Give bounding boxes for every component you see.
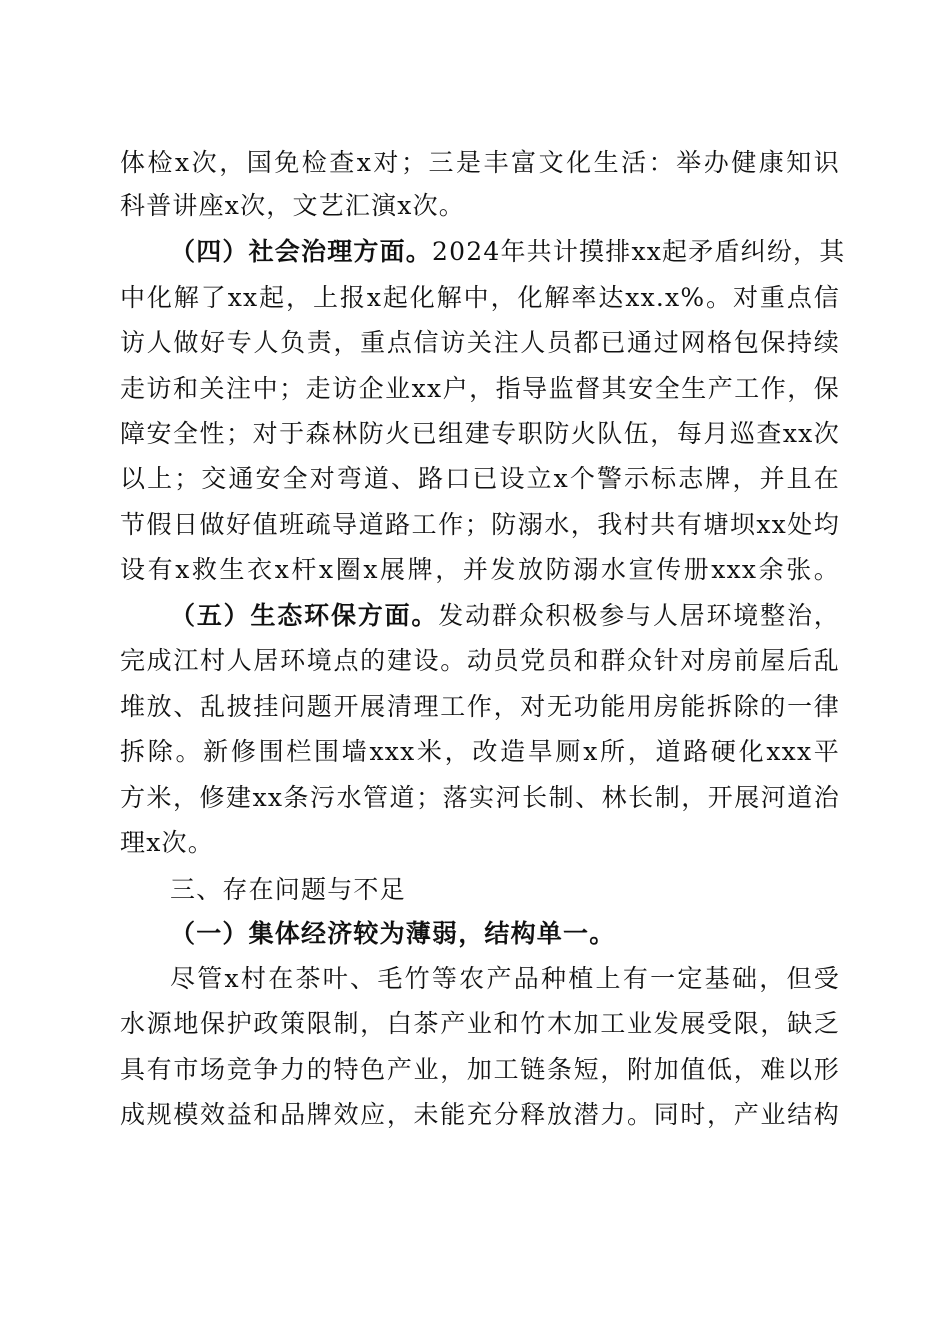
body-line: 设有x救生衣x杆x圈x展牌，并发放防溺水宣传册xxx余张。: [120, 555, 840, 584]
body-line: 完成江村人居环境点的建设。动员党员和群众针对房前屋后乱: [120, 646, 840, 675]
body-line: 中化解了xx起，上报x起化解中，化解率达xx.x%。对重点信: [120, 283, 840, 312]
section-four-text: 2024年共计摸排xx起矛盾纠纷，其: [432, 237, 846, 266]
body-line: 节假日做好值班疏导道路工作；防溺水，我村共有塘坝xx处均: [120, 510, 840, 539]
section-three-heading: 三、存在问题与不足: [170, 875, 406, 904]
section-five-heading: （五）生态环保方面。: [170, 601, 439, 630]
subsection-one-heading: （一）集体经济较为薄弱，结构单一。: [170, 919, 616, 948]
body-line: 尽管x村在茶叶、毛竹等农产品种植上有一定基础，但受: [170, 964, 840, 993]
body-line: 理x次。: [120, 828, 214, 857]
body-line: 走访和关注中；走访企业xx户，指导监督其安全生产工作，保: [120, 374, 840, 403]
section-four-line: [170, 232, 846, 272]
body-line: 具有市场竞争力的特色产业，加工链条短，附加值低，难以形: [120, 1055, 840, 1084]
body-line: 科普讲座x次，文艺汇演x次。: [120, 191, 465, 220]
body-line: 方米，修建xx条污水管道；落实河长制、林长制，开展河道治: [120, 783, 840, 812]
body-line: 体检x次，国免检查x对；三是丰富文化生活：举办健康知识: [120, 148, 840, 177]
section-five-text: 发动群众积极参与人居环境整治，: [438, 601, 840, 630]
body-line: 成规模效益和品牌效应，未能充分释放潜力。同时，产业结构: [120, 1100, 840, 1129]
body-line: 障安全性；对于森林防火已组建专职防火队伍，每月巡查xx次: [120, 419, 840, 448]
body-line: 拆除。新修围栏围墙xxx米，改造旱厕x所，道路硬化xxx平: [120, 737, 840, 766]
body-line: 以上；交通安全对弯道、路口已设立x个警示标志牌，并且在: [120, 464, 840, 493]
body-line: 堆放、乱披挂问题开展清理工作，对无功能用房能拆除的一律: [120, 692, 840, 721]
body-line: 访人做好专人负责，重点信访关注人员都已通过网格包保持续: [120, 328, 840, 357]
section-five-line: [170, 596, 840, 636]
section-four-heading: （四）社会治理方面。: [170, 237, 433, 266]
body-line: 水源地保护政策限制，白茶产业和竹木加工业发展受限，缺乏: [120, 1009, 840, 1038]
